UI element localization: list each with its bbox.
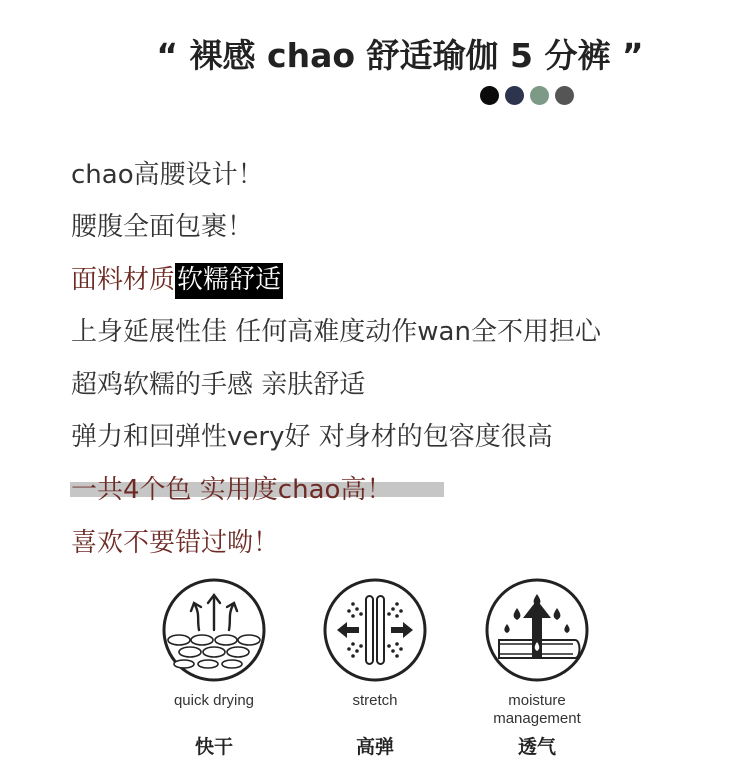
feature-cn-label: 高弹 xyxy=(355,736,394,758)
text-line-fabric xyxy=(71,263,283,297)
text-line-colors: 一共4个色 实用度chao高！ xyxy=(71,475,393,505)
text-line-elastic: 弹力和回弹性very好 对身材的包容度很高 xyxy=(71,422,553,452)
feature-en-label: stretch xyxy=(352,692,398,709)
fabric-label: 面料材质 xyxy=(71,265,176,295)
page-title: “ 裸感 chao 舒适瑜伽 5 分裤 ” xyxy=(156,36,644,75)
feature-en-label: moisture management xyxy=(493,692,581,727)
feature-stretch xyxy=(320,578,430,758)
text-line-high-waist: chao高腰设计！ xyxy=(71,160,264,190)
fabric-highlight: 软糯舒适 xyxy=(175,263,283,299)
color-swatches xyxy=(480,86,574,105)
text-line-call-to-action: 喜欢不要错过呦！ xyxy=(71,528,280,558)
feature-cn-label: 透气 xyxy=(517,736,556,758)
moisture-management-icon xyxy=(485,578,589,682)
text-line-soft: 超鸡软糯的手感 亲肤舒适 xyxy=(71,370,366,400)
text-line-waist-wrap: 腰腹全面包裹！ xyxy=(71,212,254,242)
stretch-icon xyxy=(323,578,427,682)
color-swatch-gray[interactable] xyxy=(555,86,574,105)
text-line-stretch: 上身延展性佳 任何高难度动作wan全不用担心 xyxy=(71,317,601,347)
color-swatch-green[interactable] xyxy=(530,86,549,105)
quick-drying-icon xyxy=(162,578,266,682)
feature-en-label: quick drying xyxy=(173,692,255,709)
color-swatch-black[interactable] xyxy=(480,86,499,105)
feature-quick-drying xyxy=(159,578,269,758)
feature-cn-label: 快干 xyxy=(194,736,233,758)
color-swatch-navy[interactable] xyxy=(505,86,524,105)
feature-moisture-management xyxy=(482,578,592,758)
